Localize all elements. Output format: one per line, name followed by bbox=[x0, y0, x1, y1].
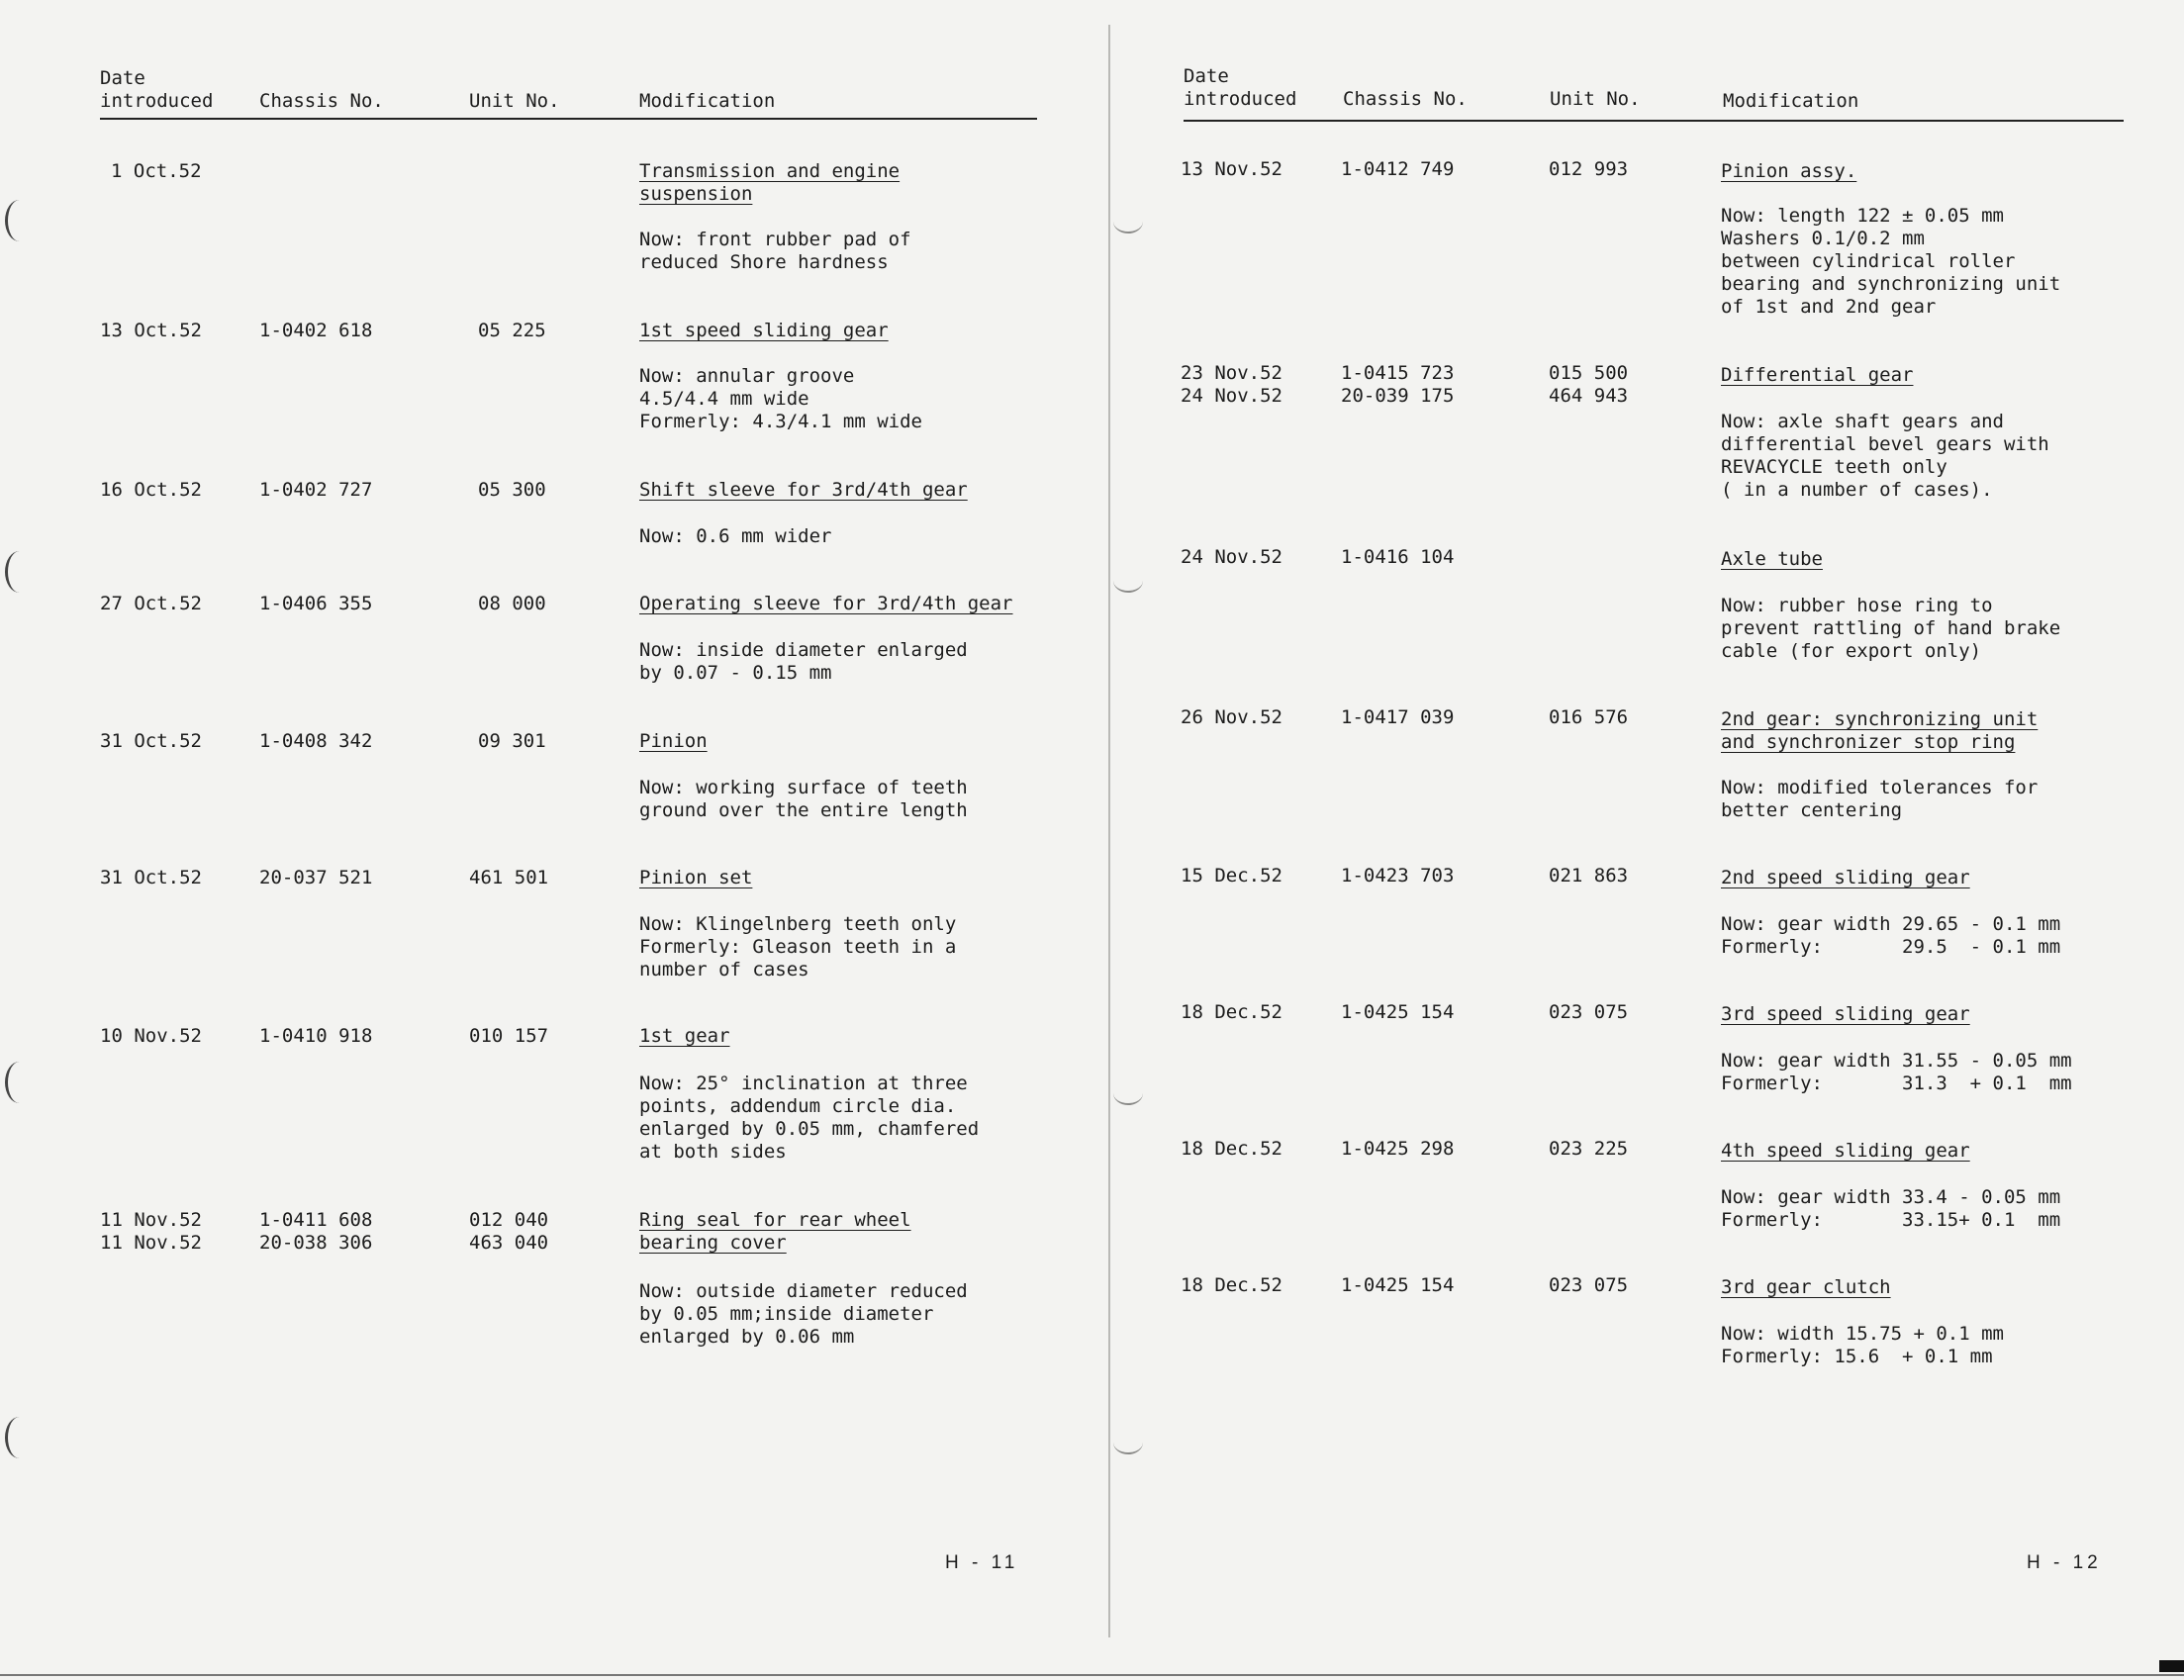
entry-unit: 05 225 bbox=[478, 320, 546, 341]
entry-chassis: 1-0425 154 bbox=[1341, 1001, 1455, 1023]
entry-date: 26 Nov.52 bbox=[1181, 706, 1282, 728]
entry-details: Now: inside diameter enlarged by 0.07 - 0.15 mm bbox=[639, 639, 968, 684]
entry-title: 2nd gear: synchronizing unit and synchronizer stop ring bbox=[1721, 708, 2039, 753]
entry-date: 31 Oct.52 bbox=[100, 730, 202, 752]
entry-date: 18 Dec.52 bbox=[1181, 1274, 1282, 1296]
entry-date: 15 Dec.52 bbox=[1181, 865, 1282, 887]
entry-chassis: 1-0406 355 bbox=[259, 593, 373, 614]
entry-details: Now: axle shaft gears and differential bevel gears with REVACYCLE teeth only ( in a number of cases). bbox=[1721, 411, 2049, 501]
entry-title: Transmission and engine suspension bbox=[639, 160, 901, 205]
entry-details: Now: annular groove 4.5/4.4 mm wide Formerly: 4.3/4.1 mm wide bbox=[639, 365, 922, 432]
entry-chassis: 1-0411 608 20-038 306 bbox=[259, 1209, 373, 1254]
entry-unit: 023 075 bbox=[1549, 1274, 1629, 1296]
entry-unit: 010 157 bbox=[469, 1025, 549, 1047]
entry-title: 1st gear bbox=[639, 1025, 730, 1047]
entry-chassis: 1-0423 703 bbox=[1341, 865, 1455, 887]
header-chassis: Chassis No. bbox=[259, 90, 384, 112]
entry-unit: 08 000 bbox=[478, 593, 546, 614]
entry-chassis: 1-0408 342 bbox=[259, 730, 373, 752]
entry-date: 11 Nov.52 11 Nov.52 bbox=[100, 1209, 202, 1254]
entry-chassis: 20-037 521 bbox=[259, 867, 373, 888]
page-edge-mark bbox=[1113, 1081, 1143, 1105]
right-page bbox=[1112, 0, 2184, 1680]
entry-details: Now: rubber hose ring to prevent rattling of hand brake cable (for export only) bbox=[1721, 595, 2061, 662]
entry-chassis: 1-0425 154 bbox=[1341, 1274, 1455, 1296]
entry-details: Now: modified tolerances for better centering bbox=[1721, 777, 2039, 821]
punch-hole bbox=[5, 551, 34, 593]
header-rule bbox=[1184, 120, 2124, 122]
entry-details: Now: gear width 31.55 - 0.05 mm Formerly: 31.3 + 0.1 mm bbox=[1721, 1050, 2072, 1094]
entry-title: Pinion bbox=[639, 730, 708, 752]
entry-title: Shift sleeve for 3rd/4th gear bbox=[639, 479, 968, 501]
entry-title: 3rd gear clutch bbox=[1721, 1276, 1891, 1298]
entry-date: 24 Nov.52 bbox=[1181, 546, 1282, 568]
header-modification: Modification bbox=[639, 90, 776, 112]
page-edge-mark bbox=[1113, 210, 1143, 233]
entry-details: Now: gear width 33.4 - 0.05 mm Formerly: 33.15+ 0.1 mm bbox=[1721, 1186, 2061, 1231]
entry-date: 10 Nov.52 bbox=[100, 1025, 202, 1047]
entry-title: Pinion assy. bbox=[1721, 160, 1857, 182]
entry-details: Now: working surface of teeth ground over the entire length bbox=[639, 777, 968, 821]
entry-title: Pinion set bbox=[639, 867, 753, 888]
entry-unit: 023 225 bbox=[1549, 1138, 1629, 1160]
entry-chassis: 1-0402 727 bbox=[259, 479, 373, 501]
header-unit: Unit No. bbox=[469, 90, 560, 112]
entry-date: 1 Oct.52 bbox=[111, 160, 202, 182]
entry-date: 16 Oct.52 bbox=[100, 479, 202, 501]
entry-title: 2nd speed sliding gear bbox=[1721, 867, 1970, 888]
punch-hole bbox=[5, 200, 34, 241]
entry-details: Now: Klingelnberg teeth only Formerly: Gleason teeth in a number of cases bbox=[639, 913, 957, 980]
entry-title: Ring seal for rear wheel bearing cover bbox=[639, 1209, 911, 1254]
entry-unit: 09 301 bbox=[478, 730, 546, 752]
entry-chassis: 1-0412 749 bbox=[1341, 158, 1455, 180]
header-chassis: Chassis No. bbox=[1343, 88, 1468, 110]
page-edge-mark bbox=[1113, 569, 1143, 593]
entry-details: Now: front rubber pad of reduced Shore hardness bbox=[639, 229, 911, 273]
entry-chassis: 1-0425 298 bbox=[1341, 1138, 1455, 1160]
entry-date: 23 Nov.52 24 Nov.52 bbox=[1181, 362, 1282, 407]
page-number: H - 12 bbox=[2027, 1552, 2102, 1573]
header-date: Date introduced bbox=[100, 67, 214, 112]
entry-title: 3rd speed sliding gear bbox=[1721, 1003, 1970, 1025]
punch-hole bbox=[5, 1062, 34, 1103]
entry-details: Now: gear width 29.65 - 0.1 mm Formerly: 29.5 - 0.1 mm bbox=[1721, 913, 2061, 958]
entry-chassis: 1-0410 918 bbox=[259, 1025, 373, 1047]
entry-date: 18 Dec.52 bbox=[1181, 1138, 1282, 1160]
entry-unit: 016 576 bbox=[1549, 706, 1629, 728]
entry-title: 1st speed sliding gear bbox=[639, 320, 889, 341]
scan-corner-mark bbox=[2159, 1660, 2184, 1672]
entry-chassis: 1-0417 039 bbox=[1341, 706, 1455, 728]
entry-unit: 012 993 bbox=[1549, 158, 1629, 180]
entry-title: Differential gear bbox=[1721, 364, 1914, 386]
entry-details: Now: 0.6 mm wider bbox=[639, 525, 832, 547]
header-unit: Unit No. bbox=[1550, 88, 1641, 110]
entry-details: Now: outside diameter reduced by 0.05 mm;inside diameter enlarged by 0.06 mm bbox=[639, 1280, 968, 1348]
header-rule bbox=[100, 118, 1037, 120]
entry-unit: 021 863 bbox=[1549, 865, 1629, 887]
entry-unit: 023 075 bbox=[1549, 1001, 1629, 1023]
page-gutter bbox=[1108, 25, 1110, 1637]
entry-chassis: 1-0415 723 20-039 175 bbox=[1341, 362, 1455, 407]
scan-bottom-edge bbox=[0, 1674, 2184, 1676]
entry-unit: 461 501 bbox=[469, 867, 549, 888]
header-modification: Modification bbox=[1723, 90, 1859, 112]
entry-date: 13 Nov.52 bbox=[1181, 158, 1282, 180]
punch-hole bbox=[5, 1417, 34, 1458]
entry-chassis: 1-0402 618 bbox=[259, 320, 373, 341]
entry-title: Operating sleeve for 3rd/4th gear bbox=[639, 593, 1013, 614]
entry-details: Now: width 15.75 + 0.1 mm Formerly: 15.6 + 0.1 mm bbox=[1721, 1323, 2004, 1367]
entry-date: 31 Oct.52 bbox=[100, 867, 202, 888]
entry-date: 18 Dec.52 bbox=[1181, 1001, 1282, 1023]
entry-title: Axle tube bbox=[1721, 548, 1823, 570]
header-date: Date introduced bbox=[1184, 65, 1297, 110]
entry-title: 4th speed sliding gear bbox=[1721, 1140, 1970, 1162]
entry-date: 13 Oct.52 bbox=[100, 320, 202, 341]
entry-chassis: 1-0416 104 bbox=[1341, 546, 1455, 568]
entry-unit: 012 040 463 040 bbox=[469, 1209, 549, 1254]
entry-details: Now: 25° inclination at three points, addendum circle dia. enlarged by 0.05 mm, chamfered at both sides bbox=[639, 1073, 980, 1163]
page-edge-mark bbox=[1113, 1431, 1143, 1454]
entry-details: Now: length 122 ± 0.05 mm Washers 0.1/0.2 mm between cylindrical roller bearing and synchronizing unit of 1st and 2nd gear bbox=[1721, 205, 2061, 318]
entry-date: 27 Oct.52 bbox=[100, 593, 202, 614]
entry-unit: 015 500 464 943 bbox=[1549, 362, 1629, 407]
entry-unit: 05 300 bbox=[478, 479, 546, 501]
page-number: H - 11 bbox=[945, 1552, 1019, 1573]
